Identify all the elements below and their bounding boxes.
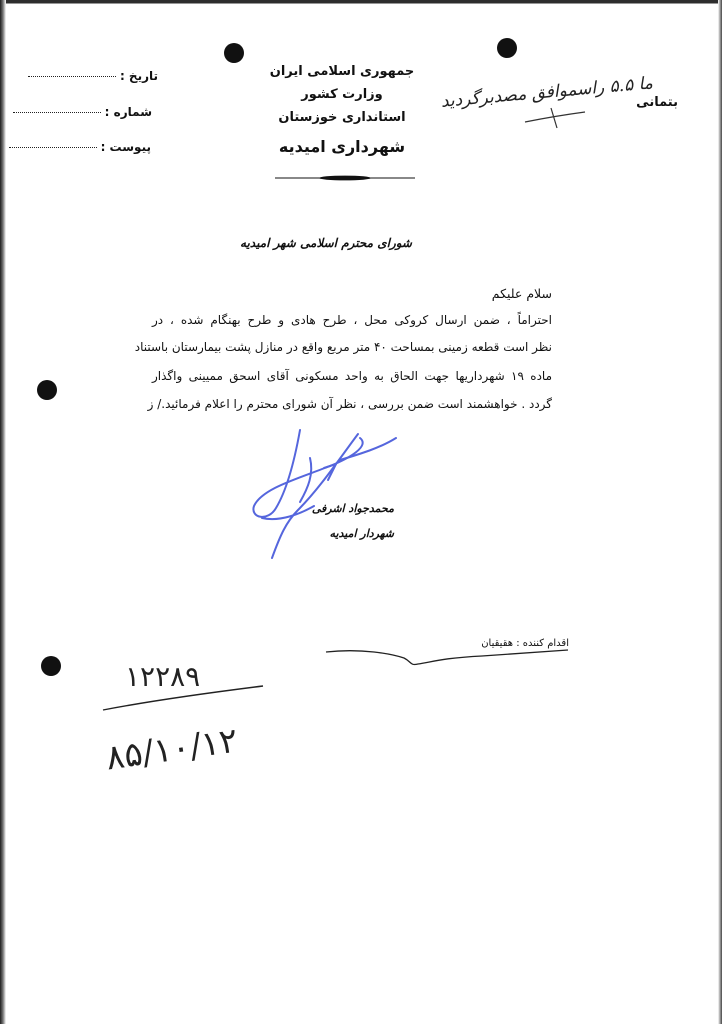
attachment-field: [9, 140, 151, 154]
letterhead-divider: [275, 175, 415, 181]
body-line: احتراماً ، ضمن ارسال کروکی محل ، طرح هادی و طرح بهنگام شده ، در: [152, 313, 552, 327]
handwritten-top-note-text: ما ۵.۵ راسموافق مصدبرگردید: [440, 73, 654, 112]
signature-scribble: [240, 418, 400, 568]
punch-hole: [37, 380, 57, 400]
scan-top-edge: [0, 0, 722, 36]
action-note: اقدام کننده : هقیقیان: [481, 638, 569, 649]
handwritten-top-stamp-text: بتمانی: [636, 95, 678, 110]
handwritten-top-stamp: [620, 88, 680, 114]
attachment-value-line: [9, 147, 97, 148]
body-line: نظر است قطعه زمینی بمساحت ۴۰ متر مربع واقع در منازل پشت بیمارستان باستناد: [134, 340, 552, 354]
handwritten-reg-date: ۸۵/۱۰/۱۲: [103, 720, 241, 779]
letterhead-line-3: استانداری خوزستان: [278, 110, 406, 125]
scan-left-edge: [0, 0, 6, 1024]
handwritten-registration: [95, 650, 275, 780]
punch-hole: [224, 43, 244, 63]
signatory-name: محمدجواد اشرفی: [311, 502, 394, 515]
date-label: تاریخ :: [119, 69, 158, 83]
addressee: شورای محترم اسلامی شهر امیدیه: [240, 236, 412, 250]
signatory-title: شهردار امیدیه: [329, 527, 394, 540]
scan-right-edge: [718, 0, 722, 1024]
letterhead-line-1: جمهوری اسلامی ایران: [269, 64, 415, 79]
number-field: [13, 105, 152, 119]
number-value-line: [13, 112, 101, 113]
letterhead-line-2: وزارت کشور: [301, 87, 383, 102]
handwritten-reg-number: ۱۲۲۸۹: [125, 660, 201, 693]
greeting: سلام علیکم: [491, 286, 552, 301]
punch-hole: [497, 38, 517, 58]
action-scribble: [322, 640, 572, 670]
attachment-label: پیوست :: [100, 140, 151, 154]
body-line: گردد . خواهشمند است ضمن بررسی ، نظر آن شورای محترم را اعلام فرمائید./ ز: [147, 397, 552, 411]
number-label: شماره :: [104, 105, 152, 119]
date-value-line: [28, 76, 116, 77]
punch-hole: [41, 656, 61, 676]
body-line: ماده ۱۹ شهرداریها جهت الحاق به واحد مسکونی آقای اسحق ممیینی واگذار: [152, 369, 553, 383]
date-field: [28, 69, 158, 83]
letterhead-line-4: شهرداری امیدیه: [278, 137, 406, 156]
